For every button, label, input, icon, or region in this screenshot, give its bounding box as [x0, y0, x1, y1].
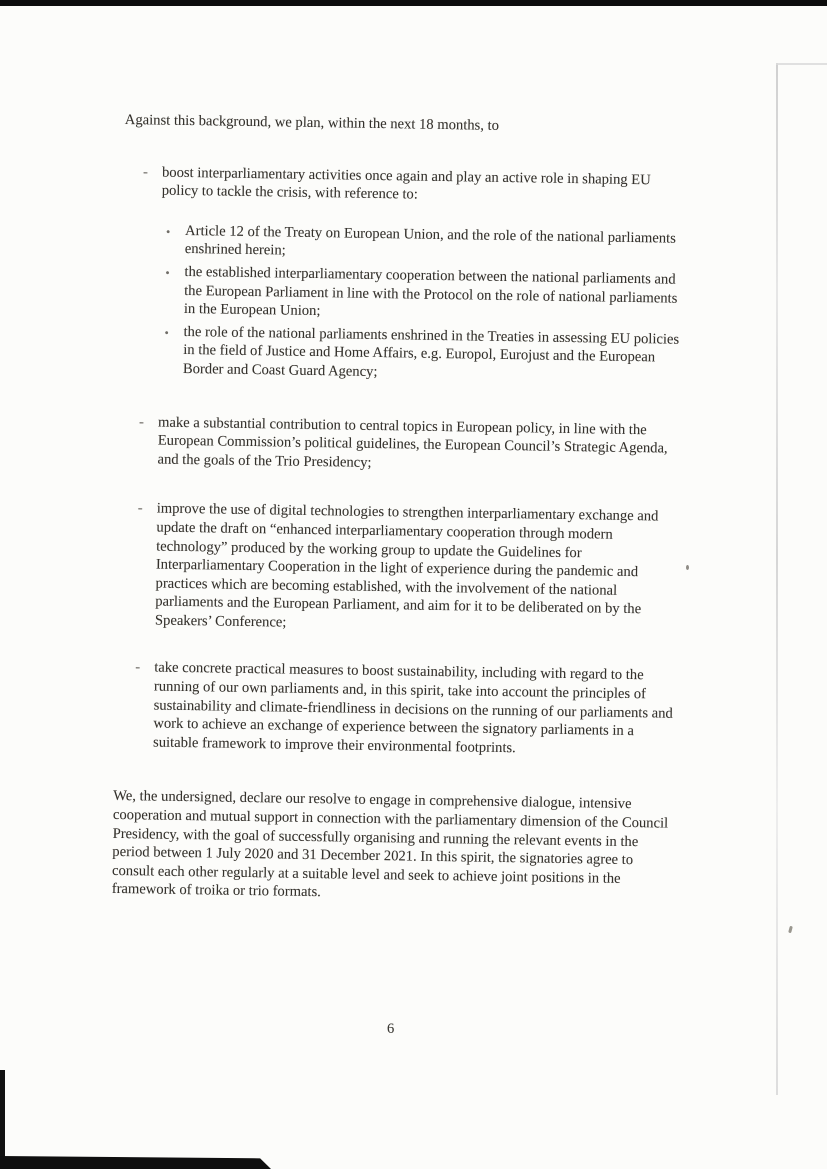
list-item [115, 658, 678, 760]
closing-paragraph: We, the undersigned, declare our resolve to engage in comprehensive dialogue, intensive cooperation and mutual support in connection with the parliamentary dimension of the Council Presidency, with the goal of successfully organising and running the relevant events in the period between 1 July 2020 and 31 December 2021. In this spirit, the signatories agree to consult each other regularly at a suitable level and seek to achieve joint positions in the framework of troika or trio formats. [111, 788, 669, 901]
dot-bullet-icon: • [166, 224, 171, 239]
scan-fold-line-top-artifact [776, 63, 827, 65]
dot-bullet-icon: • [164, 325, 169, 340]
dash-bullet-icon: - [137, 500, 143, 517]
scan-speck-artifact [788, 926, 793, 934]
list-item [117, 499, 681, 638]
list-item [124, 163, 687, 209]
scan-fold-line-artifact [776, 63, 778, 1095]
list-item-text: take concrete practical measures to boost sustainability, including with regard to the running of our own parliaments and, in this spirit, take into account the principles of sustainability and climate-friendliness in decisions on the running of our parliaments and work to achieve an exchange of experience between the signatory parliaments in a suitable framework to improve their environmental footprints. [152, 659, 673, 757]
dot-bullet-icon: • [165, 265, 170, 280]
scan-edge-bottom-artifact [0, 1156, 271, 1169]
document-content [113, 111, 687, 908]
scan-edge-top-artifact [0, 0, 827, 6]
list-item [119, 412, 682, 477]
sub-list-item [123, 221, 686, 267]
dash-bullet-icon: - [142, 163, 149, 180]
scan-speck-artifact [686, 565, 689, 570]
sub-list-item-text: Article 12 of the Treaty on European Union, and the role of the national parliaments enshrined herein; [184, 222, 676, 259]
sub-list-item [122, 262, 685, 327]
page-number: 6 [387, 1021, 395, 1037]
sub-list-item-text: the established interparliamentary cooperation between the national parliaments and the European Parliament in line with the Protocol on the role of national parliaments in the European Union; [183, 263, 678, 320]
sub-list-item-text: the role of the national parliaments enshrined in the Treaties in assessing EU policies in the field of Justice and Home Affairs, e.g. Europol, Eurojust and the European Border and Coast Guard Agency; [182, 323, 680, 380]
dash-bullet-icon: - [138, 413, 145, 430]
list-item-text: make a substantial contribution to central topics in European policy, in line with the European Commission’s political guidelines, the European Council’s Strategic Agenda, and the goals of the Trio Presidency; [157, 414, 668, 471]
list-item-text: improve the use of digital technologies to strengthen interparliamentary exchange and update the draft on “enhanced interparliamentary cooperation through modern technology” produced by the working group to update the Guidelines for Interparliamentary Cooperation in the light of experience during the pandemic and practices which are becoming established, with the involvement of the national parliaments and the European Parliament, and aim for it to be deliberated on by the Speakers’ Conference; [154, 500, 659, 631]
list-item-text: boost interparliamentary activities once again and play an active role in shaping EU policy to tackle the crisis, with reference to: [161, 164, 651, 203]
scan-edge-left-artifact [0, 1070, 5, 1169]
intro-paragraph: Against this background, we plan, within the next 18 months, to [124, 111, 500, 134]
dash-bullet-icon: - [135, 659, 141, 676]
sub-list-item [121, 322, 684, 387]
